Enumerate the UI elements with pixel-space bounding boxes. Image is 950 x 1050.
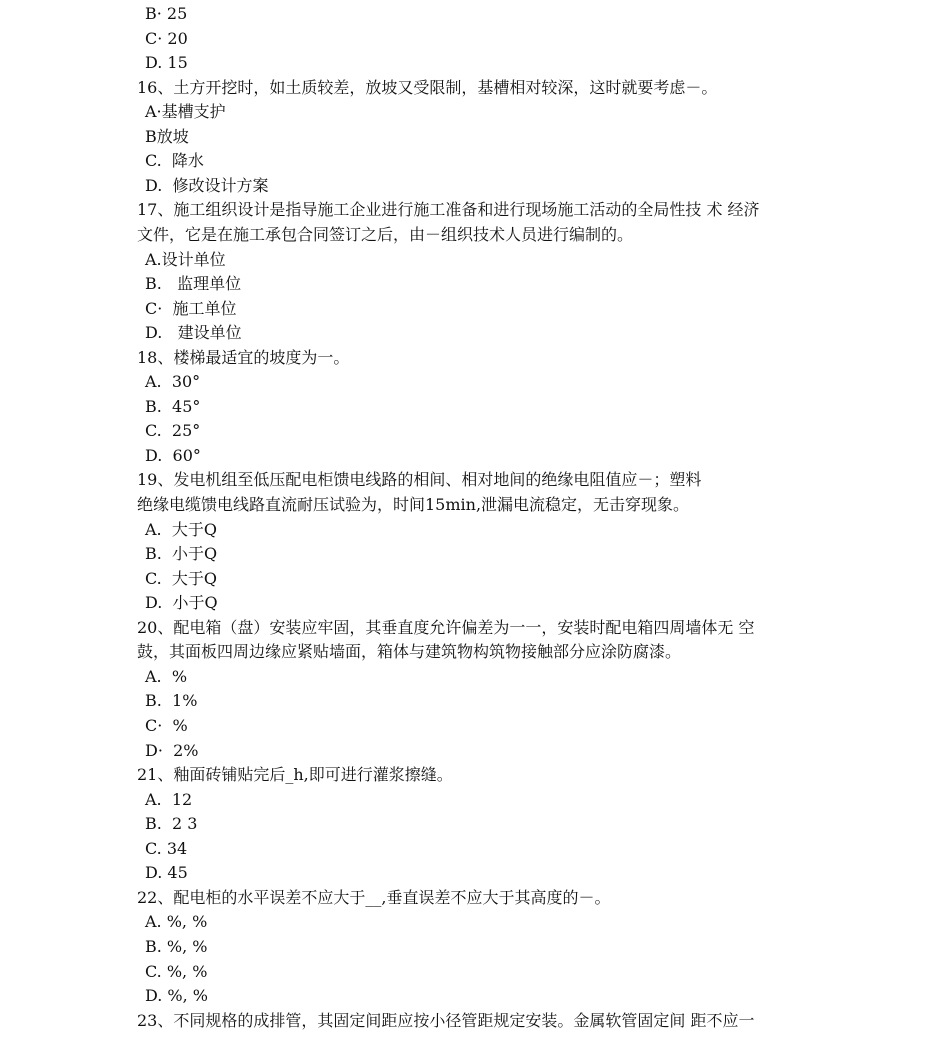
answer-option: D. 小于Q (145, 593, 218, 613)
question-text-line: 22、配电柜的水平误差不应大于__,垂直误差不应大于其高度的－。 (137, 887, 611, 907)
answer-option: C. 34 (145, 838, 188, 858)
answer-option: D. 建设单位 (145, 323, 242, 343)
answer-option: A. 大于Q (145, 519, 217, 539)
answer-option: A. %, % (145, 912, 208, 932)
answer-option: B放坡 (145, 126, 189, 146)
answer-option: C. 大于Q (145, 568, 218, 588)
answer-option: A. 30° (145, 372, 201, 392)
question-text-line: 文件，它是在施工承包合同签订之后，由－组织技术人员进行编制的。 (137, 225, 634, 244)
answer-option: A. % (145, 666, 188, 686)
answer-option: D. 45 (145, 863, 188, 883)
question-text-line: 19、发电机组至低压配电柜馈电线路的相间、相对地间的绝缘电阻值应－；塑料 (137, 470, 702, 490)
answer-option: A. 12 (145, 789, 193, 809)
question-text-line: 17、施工组织设计是指导施工企业进行施工准备和进行现场施工活动的全局性技 术 经济 (137, 200, 760, 220)
question-text-line: 23、不同规格的成排管，其固定间距应按小径管距规定安装。金属软管固定间 距不应一 (137, 1010, 755, 1030)
question-text-line: 21、釉面砖铺贴完后_h,即可进行灌浆擦缝。 (137, 765, 453, 785)
question-text-line: 20、配电箱（盘）安装应牢固，其垂直度允许偏差为一一，安装时配电箱四周墙体无 空 (137, 617, 755, 637)
answer-option: B. 1% (145, 691, 198, 711)
answer-option: B. 小于Q (145, 544, 218, 564)
answer-option: A.设计单位 (145, 249, 226, 269)
answer-option: C· 20 (145, 28, 188, 48)
answer-option: D. 60° (145, 445, 201, 465)
answer-option: C· % (145, 716, 188, 735)
question-text-line: 鼓，其面板四周边缘应紧贴墙面，箱体与建筑物构筑物接触部分应涂防腐漆。 (137, 642, 682, 662)
question-text-line: 16、土方开挖时，如土质较差，放坡又受限制，基槽相对较深，这时就要考虑－。 (137, 77, 718, 97)
answer-option: B. 2 3 (145, 814, 198, 834)
answer-option: D. 修改设计方案 (145, 175, 269, 195)
answer-option: C. 降水 (145, 151, 204, 171)
answer-option: B. 监理单位 (145, 274, 242, 294)
answer-option: C. %, % (145, 961, 208, 981)
answer-option: D. 15 (145, 53, 188, 73)
answer-option: B. 45° (145, 396, 201, 416)
answer-option: D· 2% (145, 740, 199, 760)
answer-option: A·基槽支护 (145, 102, 226, 122)
answer-option: C. 25° (145, 421, 201, 441)
question-text-line: 18、楼梯最适宜的坡度为一。 (137, 347, 350, 367)
answer-option: B. %, % (145, 936, 208, 956)
question-text-line: 绝缘电缆馈电线路直流耐压试验为，时间15min,泄漏电流稳定，无击穿现象。 (137, 495, 690, 514)
answer-option: C· 施工单位 (145, 298, 237, 318)
answer-option: D. %, % (145, 986, 209, 1005)
answer-option: B· 25 (145, 4, 188, 23)
